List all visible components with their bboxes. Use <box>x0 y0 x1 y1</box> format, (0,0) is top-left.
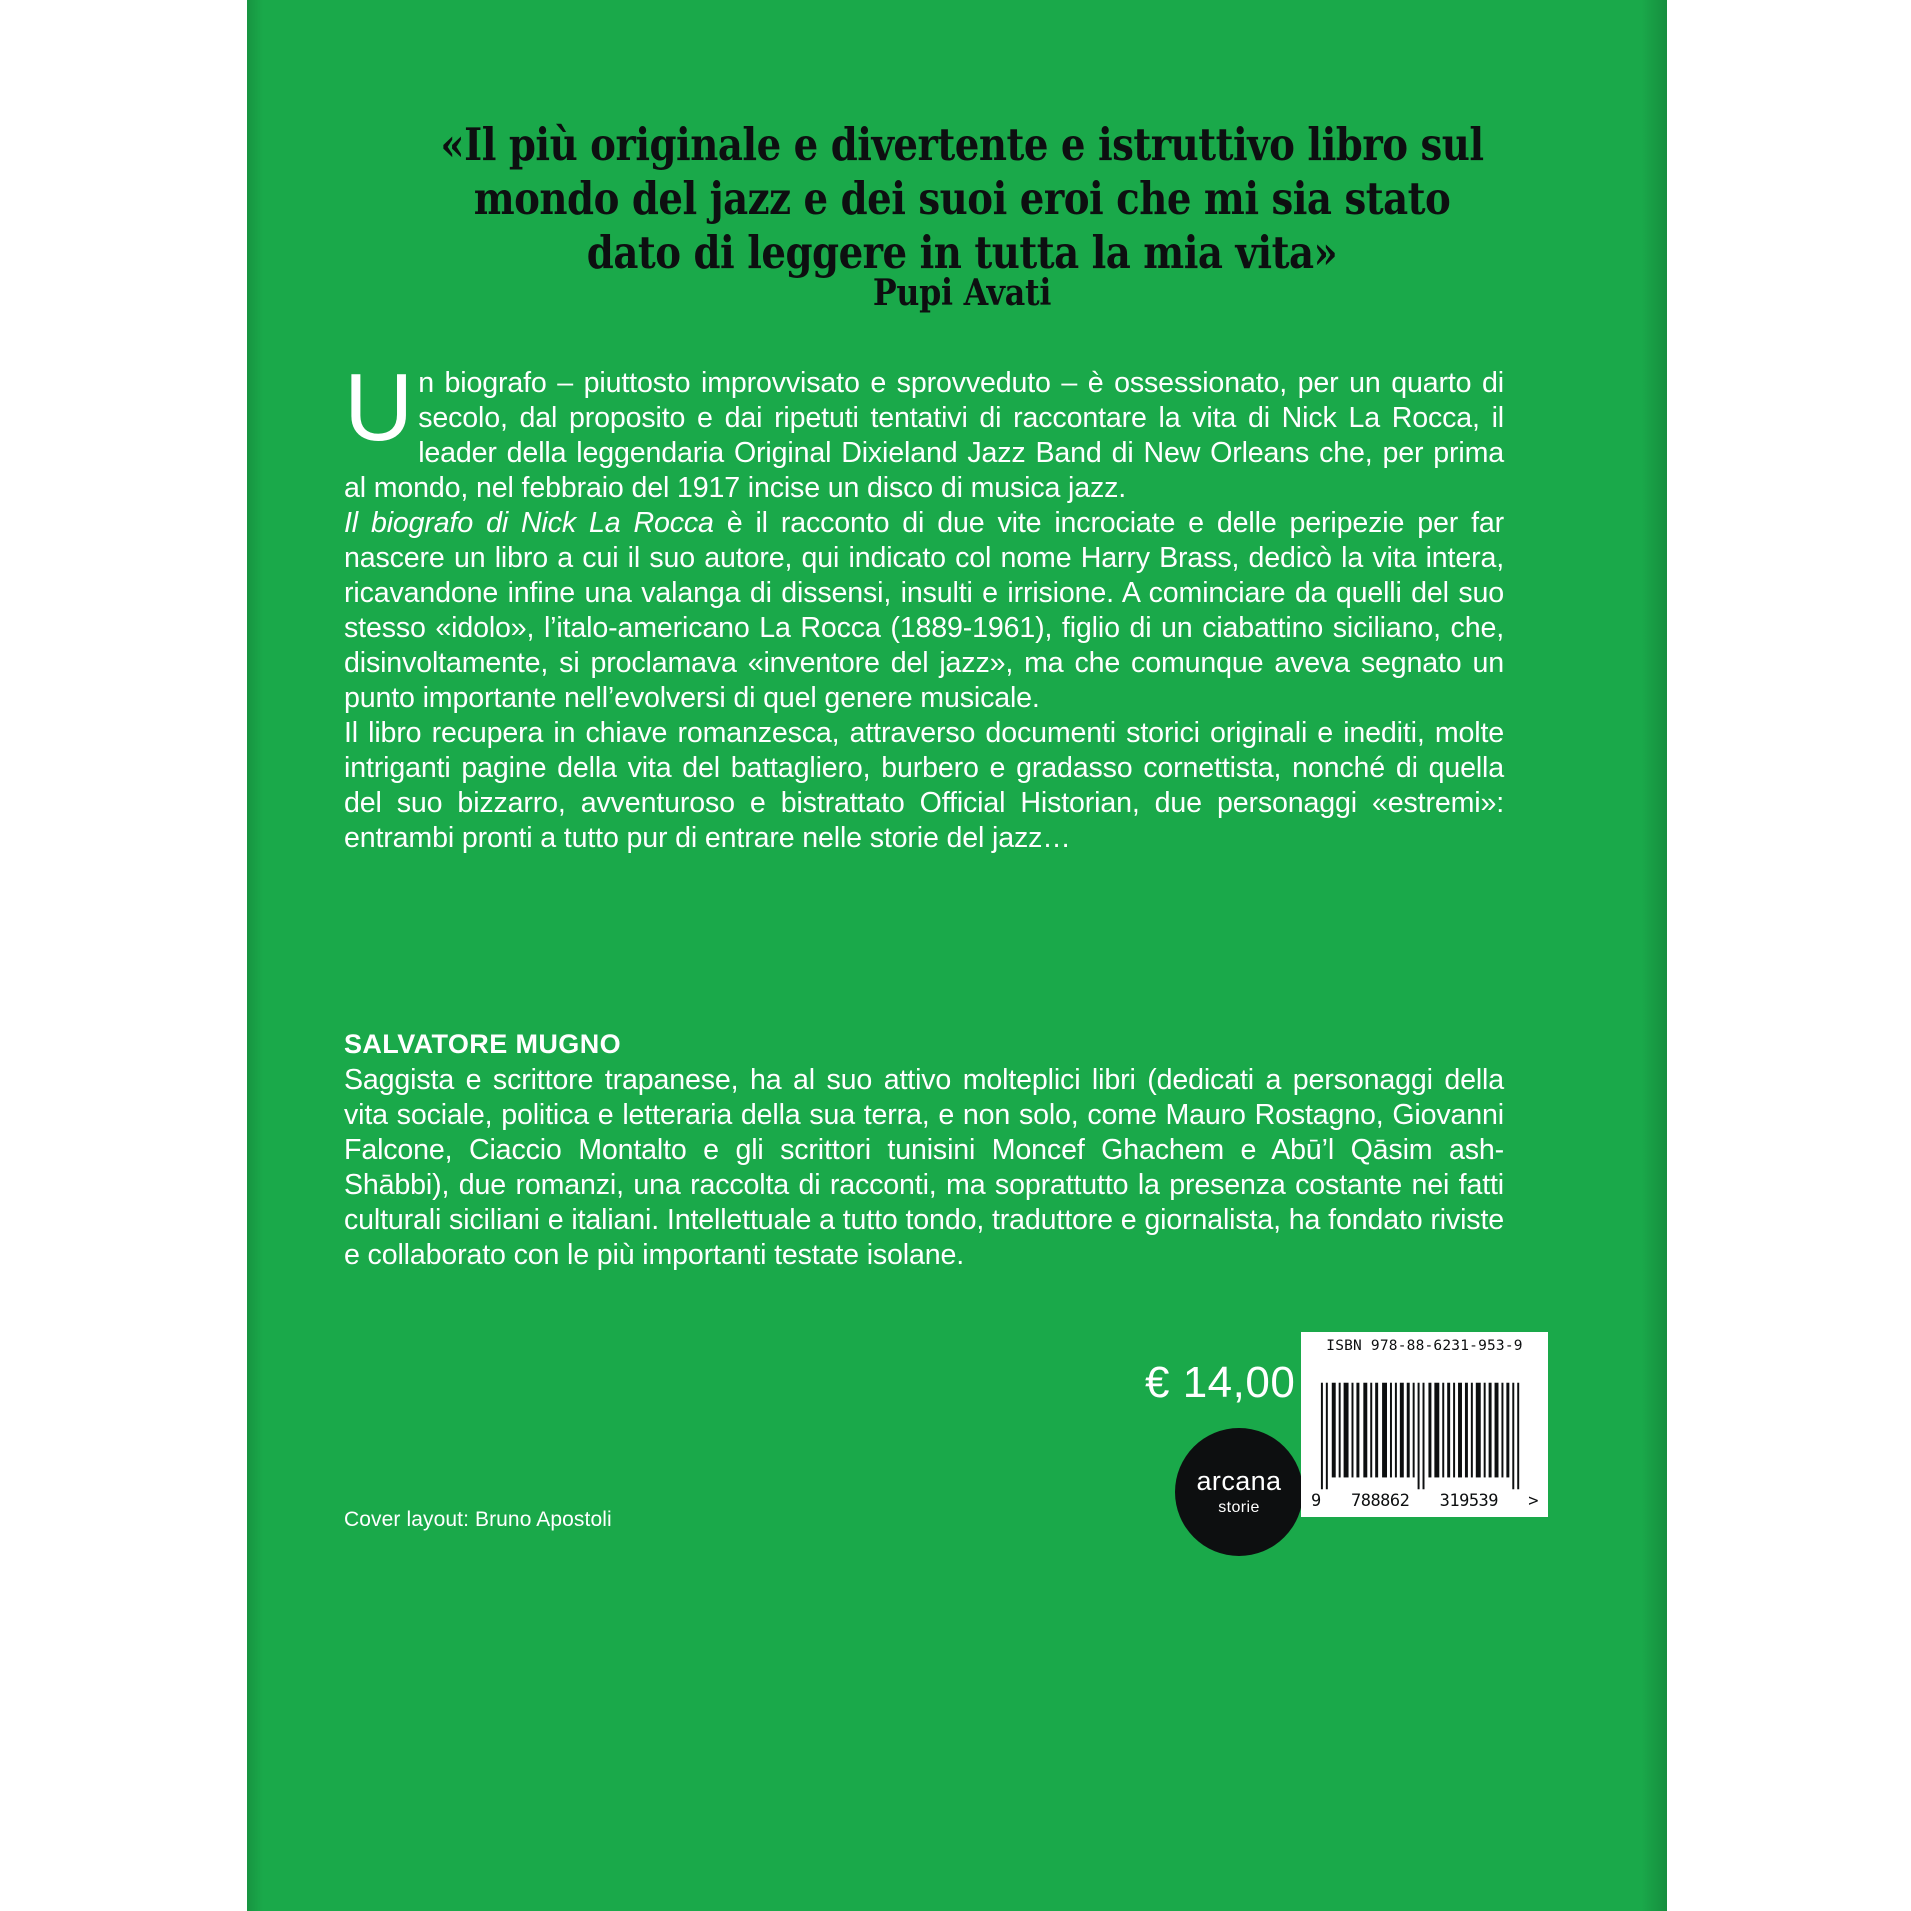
barcode-digits <box>1309 1490 1540 1511</box>
isbn-barcode-box <box>1301 1332 1548 1517</box>
blurb-paragraph-1 <box>344 354 1504 506</box>
barcode-image <box>1309 1358 1540 1491</box>
blurb-paragraph-1-text: n biografo – piuttosto improvvisato e sprovveduto – è ossessionato, per un quarto di secolo, dal proposito e dai ripetuti tentativi di raccontare la vita di Nick La Rocca, il leader della leggendaria Original Dixieland Jazz Band di New Orleans che, per prima al mondo, nel febbraio del 1917 incise un disco di musica jazz. <box>344 367 1504 505</box>
barcode-group-1: 788862 <box>1350 1491 1410 1511</box>
blurb-paragraph-3: Il libro recupera in chiave romanzesca, attraverso documenti storici originali e inediti, molte intriganti pagine della vita del battagliero, burbero e gradasso cornettista, nonché di quella del suo bizzarro, avventuroso e bistrattato Official Historian, due personaggi «estremi»: entrambi pronti a tutto pur di entrare nelle storie del jazz… <box>344 717 1504 855</box>
book-back-cover <box>247 0 1667 1911</box>
author-block <box>344 1028 1504 1273</box>
author-bio: Saggista e scrittore trapanese, ha al suo attivo molteplici libri (dedicati a personaggi della vita sociale, politica e letteraria della sua terra, e non solo, come Mauro Rostagno, Giovanni Falcone, Ciaccio Montalto e gli scrittori tunisini Moncef Ghachem e Abū’l Qāsim ash-Shābbi), due romanzi, una raccolta di racconti, ma soprattutto la presenza costante nei fatti culturali siciliani e italiani. Intellettuale a tutto tondo, traduttore e giornalista, ha fondato riviste e collaborato con le più importanti testate isolane. <box>344 1064 1504 1272</box>
book-title-italic: Il biografo di Nick La Rocca <box>344 507 714 540</box>
cover-layout-credit: Cover layout: Bruno Apostoli <box>344 1508 612 1531</box>
blurb-text <box>344 354 1504 856</box>
drop-cap: U <box>344 354 414 461</box>
author-name: SALVATORE MUGNO <box>344 1029 622 1059</box>
barcode-digit-left: 9 <box>1311 1491 1321 1511</box>
publisher-imprint: storie <box>1218 1499 1260 1516</box>
publisher-logo <box>1175 1428 1303 1556</box>
endorsement-quote: «Il più originale e divertente e istruttivo libro sul mondo del jazz e dei suoi eroi che mi sia stato dato di leggere in tutta la mia vita» <box>440 118 1484 279</box>
endorsement-attribution: Pupi Avati <box>872 272 1052 314</box>
barcode-digit-right: > <box>1528 1491 1538 1511</box>
isbn-number: ISBN 978-88-6231-953-9 <box>1326 1338 1523 1354</box>
blurb-paragraph-2-text: è il racconto di due vite incrociate e delle peripezie per far nascere un libro a cui il suo autore, qui indicato col nome Harry Brass, dedicò la vita intera, ricavandone infine una valanga di dissensi, insulti e irrisione. A cominciare da quelli del suo stesso «idolo», l’italo-americano La Rocca (1889-1961), figlio di un ciabattino siciliano, che, disinvoltamente, si proclamava «inventore del jazz», ma che comunque aveva segnato un punto importante nell’evolversi di quel genere musicale. <box>344 507 1504 715</box>
publisher-name: arcana <box>1196 1466 1282 1496</box>
blurb-paragraph-2 <box>344 506 1504 716</box>
barcode-group-2: 319539 <box>1439 1491 1499 1511</box>
price-label: € 14,00 <box>1145 1358 1296 1407</box>
